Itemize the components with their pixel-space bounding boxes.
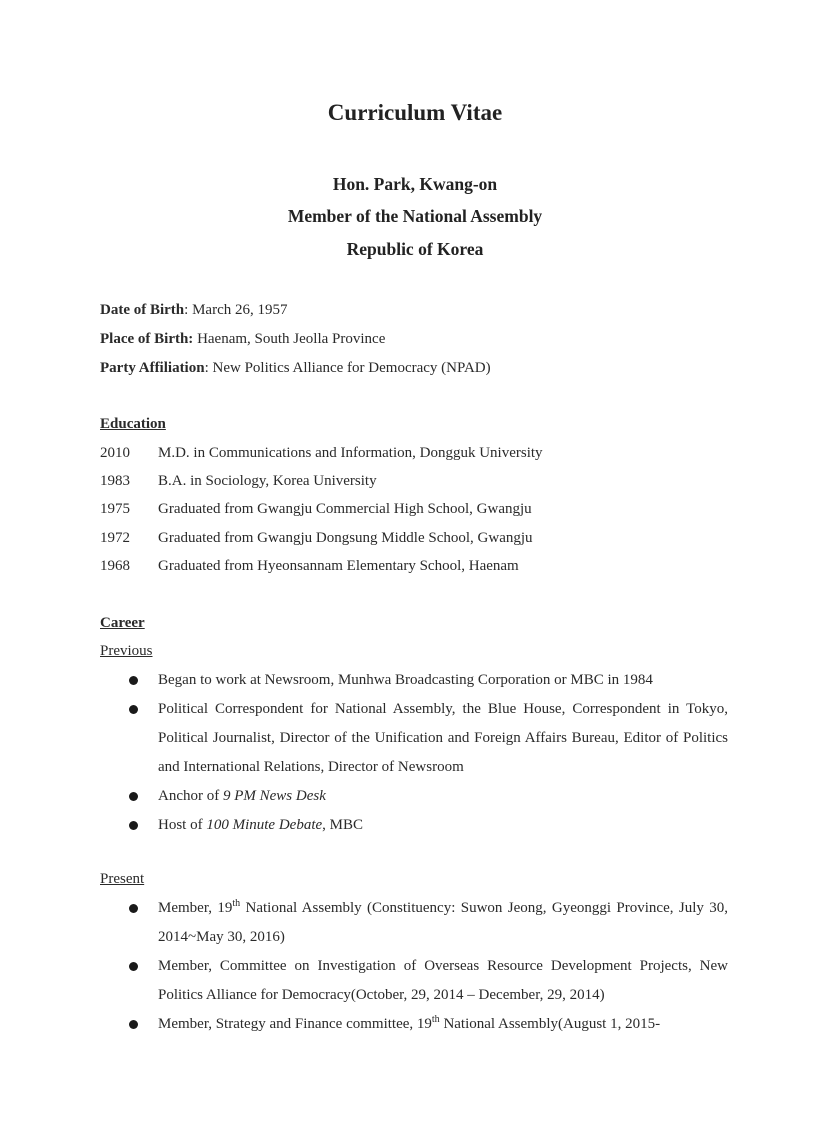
education-year: 1968: [100, 558, 130, 574]
date-of-birth-value: : March 26, 1957: [184, 302, 288, 318]
education-text: B.A. in Sociology, Korea University: [158, 473, 377, 489]
program-title: 9 PM News Desk: [222, 788, 326, 804]
career-heading: Career: [100, 615, 145, 631]
person-name: Hon. Park, Kwang-on: [332, 174, 498, 194]
ordinal-suffix: th: [431, 1014, 440, 1025]
career-present-list: [126, 894, 728, 1039]
career-present-label: Present: [100, 871, 145, 887]
person-country: Republic of Korea: [346, 239, 484, 259]
program-title: 100 Minute Debate: [206, 817, 323, 833]
document-title: Curriculum Vitae: [327, 100, 503, 125]
education-text: Graduated from Gwangju Commercial High School, Gwangju: [158, 501, 532, 517]
list-item: [126, 952, 728, 1010]
party-affiliation-label: Party Affiliation: [100, 360, 205, 376]
list-item-text: Anchor of: [158, 788, 223, 804]
ordinal-suffix: th: [232, 898, 241, 909]
list-item-text: Member, 19: [158, 900, 233, 916]
list-item-text: Political Correspondent for National Assembly, the Blue House, Correspondent in Tokyo, Political Journalist, Director of the Unification and Foreign Affairs Bureau, Editor of Politics and International Relations, Director of Newsroom: [158, 701, 728, 775]
education-year: 1975: [100, 501, 130, 517]
education-year: 1972: [100, 530, 130, 546]
list-item-text: Began to work at Newsroom, Munhwa Broadcasting Corporation or MBC in 1984: [158, 672, 653, 688]
date-of-birth-label: Date of Birth: [100, 302, 185, 318]
party-affiliation-value: : New Politics Alliance for Democracy (NPAD): [204, 360, 491, 376]
list-item-text: Member, Committee on Investigation of Overseas Resource Development Projects, New Politics Alliance for Democracy(October, 29, 2014 – December, 29, 2014): [158, 958, 728, 1003]
date-of-birth: [100, 302, 287, 319]
education-heading: Education: [100, 416, 166, 432]
list-item-text: Host of: [158, 817, 207, 833]
person-position: Member of the National Assembly: [287, 206, 543, 226]
education-row: [100, 473, 377, 490]
bullet-icon: [129, 962, 138, 971]
list-item-text: Member, Strategy and Finance committee, 19: [158, 1016, 432, 1032]
bullet-icon: [129, 792, 138, 801]
list-item-text: National Assembly(August 1, 2015-: [439, 1016, 661, 1032]
list-item: [126, 811, 728, 840]
education-text: M.D. in Communications and Information, Dongguk University: [158, 445, 543, 461]
education-year: 2010: [100, 445, 130, 461]
place-of-birth: [100, 331, 385, 348]
place-of-birth-value: Haenam, South Jeolla Province: [193, 331, 386, 347]
list-item-text: , MBC: [322, 817, 364, 833]
list-item: [126, 1010, 728, 1039]
bullet-icon: [129, 904, 138, 913]
bullet-icon: [129, 705, 138, 714]
bullet-icon: [129, 821, 138, 830]
party-affiliation: [100, 360, 491, 377]
education-row: [100, 445, 543, 462]
list-item: [126, 695, 728, 782]
education-row: [100, 558, 519, 575]
education-year: 1983: [100, 473, 130, 489]
bullet-icon: [129, 1020, 138, 1029]
place-of-birth-label: Place of Birth:: [100, 331, 194, 347]
education-text: Graduated from Gwangju Dongsung Middle School, Gwangju: [158, 530, 533, 546]
bullet-icon: [129, 676, 138, 685]
education-row: [100, 530, 533, 547]
list-item-text: National Assembly (Constituency: Suwon Jeong, Gyeonggi Province, July 30, 2014~May 30, 2016): [158, 900, 728, 945]
education-text: Graduated from Hyeonsannam Elementary School, Haenam: [158, 558, 519, 574]
career-previous-label: Previous: [100, 643, 153, 659]
list-item: [126, 666, 728, 695]
list-item: [126, 782, 728, 811]
career-previous-list: [126, 666, 728, 840]
list-item: [126, 894, 728, 952]
education-row: [100, 501, 532, 518]
